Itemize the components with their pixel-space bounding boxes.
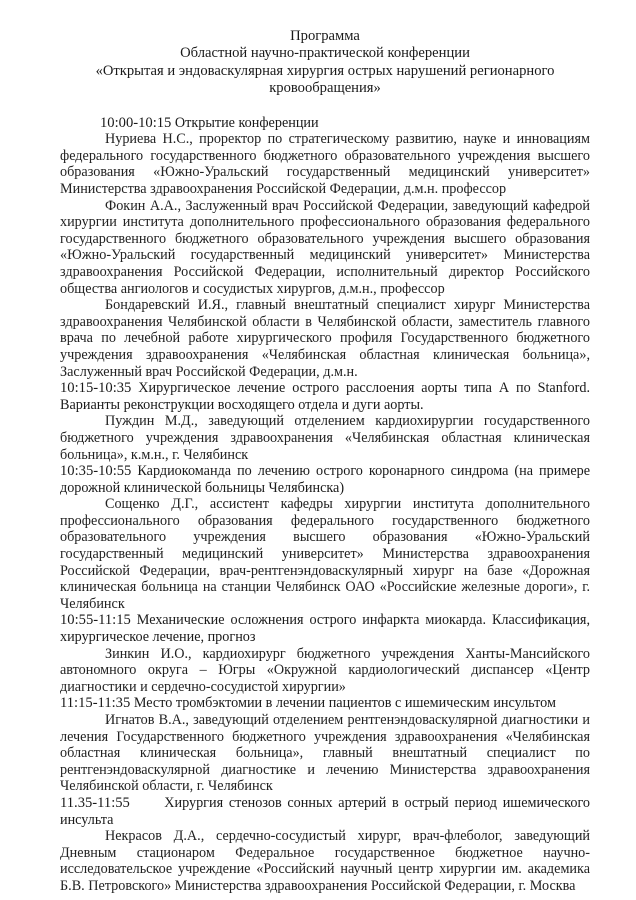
session-time: 10:35-10:55 (60, 463, 132, 480)
header-topic: «Открытая и эндоваскулярная хирургия острых нарушений регионарного (95, 62, 555, 79)
session-time: 10:15-10:35 (60, 380, 132, 397)
program-document (60, 28, 590, 895)
speaker-entry: Некрасов Д.А., сердечно-сосудистый хирург, врач-флеболог, заведующий Дневным стационаром Федеральное государственное бюджетное научно-исследовательское учреждение «Российский научный центр хирургии им. академика Б.В. Петровского» Министерства здравоохранения Российской Федерации, г. Москва (60, 828, 590, 894)
session-title: Место тромбэктомии в лечении пациентов с ишемическим инсультом (133, 695, 556, 712)
session-heading (60, 695, 590, 712)
session-heading (60, 612, 590, 645)
session-title: Кардиокоманда по лечению острого коронарного синдрома (на примере дорожной клинической больницы Челябинска) (60, 463, 591, 496)
document-header (60, 28, 590, 98)
speaker-entry: Зинкин И.О., кардиохирург бюджетного учреждения Ханты-Мансийского автономного округа – Югры «Окружной кардиологический диспансер «Центр диагностики и сердечно-сосудистой хирургии» (60, 645, 590, 695)
session-heading (60, 115, 590, 132)
speaker-entry: Бондаревский И.Я., главный внештатный специалист хирург Министерства здравоохранения Челябинской области в Челябинской области, заместитель главного врача по лечебной работе хирургического профиля Государственного бюджетного учреждения здравоохранения «Челябинская областная клиническая больница», Заслуженный врач Российской Федерации, д.м.н. (60, 297, 590, 380)
session-title: Хирургическое лечение острого расслоения аорты типа А по Stanford. Варианты реконструкции восходящего отдела и дуги аорты. (60, 380, 590, 413)
session-heading (60, 380, 590, 413)
session-block (60, 612, 590, 695)
speaker-entry: Нуриева Н.С., проректор по стратегическому развитию, науке и инновациям федерального государственного бюджетного образовательного учреждения высшего образования «Южно-Уральский государственный медицинский университет» Министерства здравоохранения Российской Федерации, д.м.н. профессор (60, 131, 590, 197)
session-block (60, 463, 590, 612)
session-title: Открытие конференции (174, 114, 319, 131)
speaker-entry: Фокин А.А., Заслуженный врач Российской Федерации, заведующий кафедрой хирургии института дополнительного профессионального образования федерального государственного бюджетного образовательного учреждения высшего образования «Южно-Уральский государственный медицинский университет» Министерства здравоохранения Российской Федерации, исполнительный директор Российского общества ангиологов и сосудистых хирургов, д.м.н., профессор (60, 197, 590, 297)
session-title: Хирургия стенозов сонных артерий в острый период ишемического инсульта (60, 794, 591, 828)
session-time: 11:15-11:35 (60, 695, 131, 712)
session-title: Механические осложнения острого инфаркта миокарда. Классификация, хирургическое лечение, прогноз (60, 612, 591, 646)
session-block (60, 695, 590, 795)
header-conference: Областной научно-практической конференции (180, 45, 470, 62)
speaker-entry: Пуждин М.Д., заведующий отделением кардиохирургии государственного бюджетного учреждения здравоохранения «Челябинская областная клиническая больница», к.м.н., г. Челябинск (60, 413, 590, 463)
session-block (60, 795, 590, 895)
speaker-entry: Сощенко Д.Г., ассистент кафедры хирургии института дополнительного профессионального образования федерального государственного бюджетного образовательного учреждения высшего образования «Южно-Уральский государственный медицинский университет» Министерства здравоохранения Российской Федерации, врач-рентгенэндоваскулярный хирург на базе «Дорожная клиническая больница на станции Челябинск ОАО «Российские железные дороги», г. Челябинск (60, 496, 590, 612)
session-heading (60, 463, 590, 496)
session-block (60, 380, 590, 463)
session-block (60, 115, 590, 381)
session-time: 11.35-11:55 (60, 794, 130, 811)
session-time: 10:55-11:15 (60, 612, 131, 629)
session-heading (60, 795, 590, 828)
header-title: Программа (290, 28, 360, 44)
session-time: 10:00-10:15 (100, 114, 172, 131)
speaker-entry: Игнатов В.А., заведующий отделением рентгенэндоваскулярной диагностики и лечения Государственного бюджетного учреждения здравоохранения «Челябинская областная клиническая больница», главный внештатный специалист по рентгенэндоваскулярной диагностике и лечению Министерства здравоохранения Челябинской области, г. Челябинск (60, 712, 590, 795)
header-topic-continued: кровообращения» (269, 80, 381, 97)
